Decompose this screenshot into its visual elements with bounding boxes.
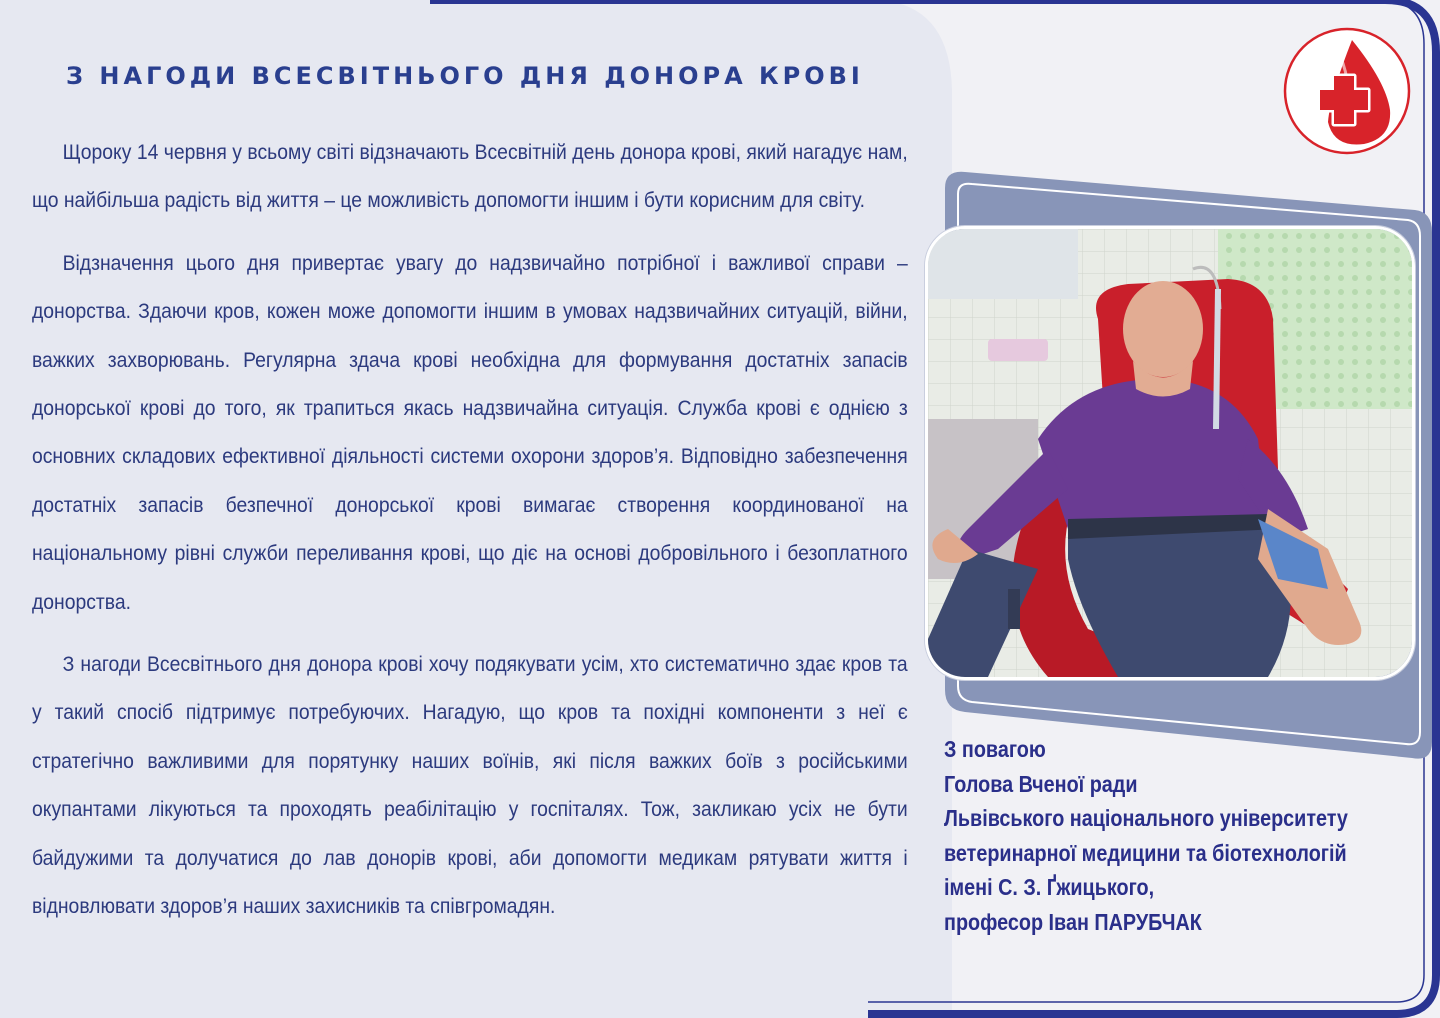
signature-name: професор Іван ПАРУБЧАК [944, 908, 1202, 935]
signature-institution-2: ветеринарної медицини та біотехнологій [944, 839, 1347, 866]
signature-institution-1: Львівського національного університету [944, 805, 1348, 831]
paragraph-1: Щороку 14 червня у всьому світі відзначають Всесвітній день донора крові, який нагадує нам, що найбільша радість від життя – це можливість допомогти іншим і бути корисним для світу. [32, 140, 908, 213]
blood-drop-cross-icon [1282, 26, 1412, 156]
article-body [32, 128, 908, 945]
paragraph-3: З нагоди Всесвітнього дня донора крові хочу подякувати усім, хто систематично здає кров та у такий спосіб підтримує потребуючих. Нагадую, що кров та похідні компоненти з неї є стратегічно важливими для порятунку наших воїнів, які після важких боїв з російськими окупантами лікуються та проходять реабілітацію у госпіталях. Тож, закликаю усіх не бути байдужими та долучатися до лав донорів крові, аби допомогти медикам рятувати життя і відновлювати здоров’я наших захисників та співгромадян. [32, 652, 908, 919]
paragraph-2: Відзначення цього дня привертає увагу до надзвичайно потрібної і важливої справи – донорства. Здаючи кров, кожен може допомогти іншим в умовах надзвичайних ситуацій, війни, важких захворювань. Регулярна здача крові необхідна для формування достатніх запасів донорської крові до того, як трапиться якась надзвичайна ситуація. Служба крові є однією з основних складових ефективної діяльності системи охорони здоров’я. Відповідно забезпечення достатніх запасів безпечної донорської крові вимагає створення координованої на національному рівні служби переливання крові, що діє на основі добровільного і безоплатного донорства. [32, 250, 908, 614]
signature-block [944, 732, 1348, 939]
signature-institution-3: імені С. З. Ґжицького, [944, 874, 1155, 900]
signature-position: Голова Вченої ради [944, 770, 1138, 797]
signature-greeting: З повагою [944, 736, 1046, 762]
page-title: З НАГОДИ ВСЕСВІТНЬОГО ДНЯ ДОНОРА КРОВІ [66, 62, 864, 90]
donor-photo [925, 226, 1415, 680]
